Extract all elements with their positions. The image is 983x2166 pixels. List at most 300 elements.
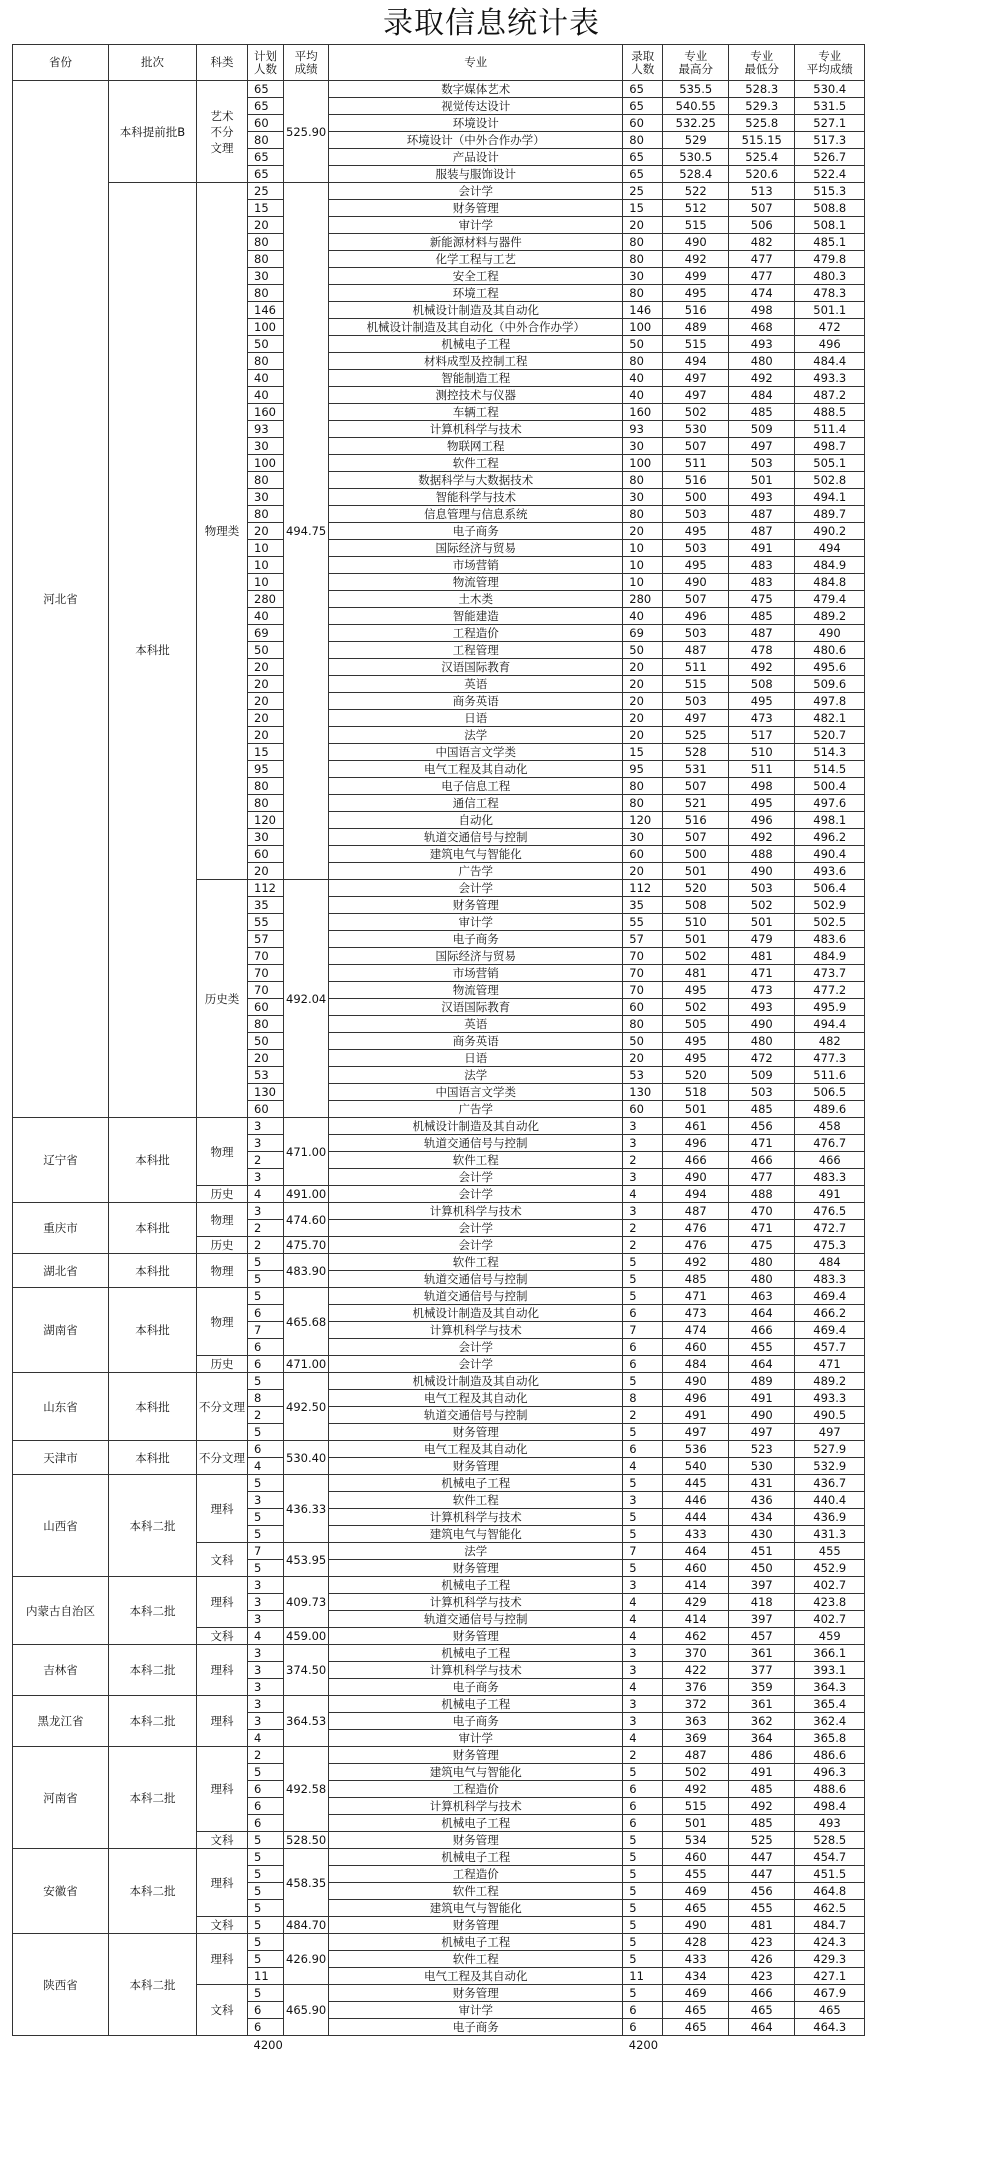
major-max-cell: 495 [663, 1050, 729, 1067]
major-cell: 轨道交通信号与控制 [329, 1271, 623, 1288]
major-min-cell: 483 [729, 574, 795, 591]
category-cell: 文科 [197, 1628, 248, 1645]
major-avg-cell: 508.8 [795, 200, 865, 217]
enrolled-count-cell: 40 [623, 370, 663, 387]
major-min-cell: 497 [729, 438, 795, 455]
major-cell: 中国语言文学类 [329, 1084, 623, 1101]
plan-count-cell: 5 [248, 1560, 284, 1577]
category-cell: 理科 [197, 1696, 248, 1747]
enrolled-count-cell: 2 [623, 1747, 663, 1764]
major-avg-cell: 515.3 [795, 183, 865, 200]
major-avg-cell: 484 [795, 1254, 865, 1271]
enrolled-count-cell: 80 [623, 778, 663, 795]
table-row [13, 1475, 865, 1492]
enrolled-count-cell: 4 [623, 1594, 663, 1611]
major-cell: 轨道交通信号与控制 [329, 1135, 623, 1152]
major-avg-cell: 511.4 [795, 421, 865, 438]
header-average-score: 平均 成绩 [284, 45, 329, 81]
batch-cell: 本科二批 [109, 1645, 197, 1696]
major-avg-cell: 365.4 [795, 1696, 865, 1713]
major-min-cell: 480 [729, 353, 795, 370]
major-avg-cell: 469.4 [795, 1322, 865, 1339]
enrolled-count-cell: 20 [623, 523, 663, 540]
table-title: 录取信息统计表 [383, 6, 600, 41]
average-score-cell: 492.50 [284, 1373, 329, 1441]
major-cell: 审计学 [329, 2002, 623, 2019]
plan-count-cell: 3 [248, 1594, 284, 1611]
plan-count-cell: 80 [248, 472, 284, 489]
category-cell: 理科 [197, 1475, 248, 1543]
major-max-cell: 497 [663, 710, 729, 727]
plan-count-cell: 6 [248, 1339, 284, 1356]
major-cell: 电子商务 [329, 2019, 623, 2036]
category-cell: 物理 [197, 1288, 248, 1356]
plan-count-cell: 5 [248, 1849, 284, 1866]
major-avg-cell: 486.6 [795, 1747, 865, 1764]
major-max-cell: 518 [663, 1084, 729, 1101]
plan-count-cell: 5 [248, 1271, 284, 1288]
plan-count-cell: 53 [248, 1067, 284, 1084]
major-min-cell: 431 [729, 1475, 795, 1492]
major-avg-cell: 496 [795, 336, 865, 353]
average-score-cell: 459.00 [284, 1628, 329, 1645]
major-max-cell: 471 [663, 1288, 729, 1305]
major-max-cell: 501 [663, 931, 729, 948]
major-max-cell: 429 [663, 1594, 729, 1611]
major-avg-cell: 489.2 [795, 608, 865, 625]
plan-count-cell: 146 [248, 302, 284, 319]
enrolled-count-cell: 20 [623, 1050, 663, 1067]
major-min-cell: 485 [729, 404, 795, 421]
major-max-cell: 466 [663, 1152, 729, 1169]
plan-count-cell: 20 [248, 676, 284, 693]
plan-count-cell: 80 [248, 353, 284, 370]
major-avg-cell: 491 [795, 1186, 865, 1203]
average-score-cell: 465.68 [284, 1288, 329, 1356]
major-max-cell: 369 [663, 1730, 729, 1747]
major-min-cell: 498 [729, 778, 795, 795]
header-province: 省份 [13, 45, 109, 81]
major-cell: 机械电子工程 [329, 336, 623, 353]
enrolled-count-cell: 6 [623, 1815, 663, 1832]
plan-count-cell: 280 [248, 591, 284, 608]
major-avg-cell: 498.7 [795, 438, 865, 455]
plan-count-cell: 7 [248, 1322, 284, 1339]
major-cell: 建筑电气与智能化 [329, 846, 623, 863]
major-cell: 计算机科学与技术 [329, 1594, 623, 1611]
enrolled-count-cell: 20 [623, 693, 663, 710]
major-avg-cell: 502.8 [795, 472, 865, 489]
major-min-cell: 447 [729, 1849, 795, 1866]
major-avg-cell: 490 [795, 625, 865, 642]
table-body [13, 81, 865, 2036]
enrolled-count-cell: 3 [623, 1135, 663, 1152]
major-cell: 财务管理 [329, 897, 623, 914]
category-cell: 不分文理 [197, 1373, 248, 1441]
major-cell: 工程造价 [329, 625, 623, 642]
average-score-cell: 453.95 [284, 1543, 329, 1577]
enrolled-count-cell: 50 [623, 642, 663, 659]
plan-count-cell: 10 [248, 557, 284, 574]
enrolled-count-cell: 80 [623, 506, 663, 523]
major-min-cell: 528.3 [729, 81, 795, 98]
plan-count-cell: 20 [248, 659, 284, 676]
plan-count-cell: 50 [248, 1033, 284, 1050]
plan-count-cell: 40 [248, 387, 284, 404]
major-min-cell: 377 [729, 1662, 795, 1679]
plan-count-cell: 3 [248, 1135, 284, 1152]
major-avg-cell: 423.8 [795, 1594, 865, 1611]
average-score-cell: 364.53 [284, 1696, 329, 1747]
plan-count-cell: 3 [248, 1713, 284, 1730]
major-cell: 软件工程 [329, 1152, 623, 1169]
major-avg-cell: 440.4 [795, 1492, 865, 1509]
major-min-cell: 456 [729, 1883, 795, 1900]
plan-count-cell: 65 [248, 81, 284, 98]
plan-count-cell: 65 [248, 166, 284, 183]
plan-count-cell: 70 [248, 965, 284, 982]
major-cell: 环境设计（中外合作办学） [329, 132, 623, 149]
enrolled-count-cell: 4 [623, 1679, 663, 1696]
major-max-cell: 414 [663, 1577, 729, 1594]
enrolled-count-cell: 2 [623, 1237, 663, 1254]
major-avg-cell: 402.7 [795, 1577, 865, 1594]
category-cell: 历史 [197, 1356, 248, 1373]
major-avg-cell: 455 [795, 1543, 865, 1560]
major-cell: 服装与服饰设计 [329, 166, 623, 183]
average-score-cell: 409.73 [284, 1577, 329, 1628]
major-cell: 自动化 [329, 812, 623, 829]
major-avg-cell: 476.7 [795, 1135, 865, 1152]
major-cell: 电子商务 [329, 523, 623, 540]
major-min-cell: 466 [729, 1152, 795, 1169]
average-score-cell: 491.00 [284, 1186, 329, 1203]
major-cell: 信息管理与信息系统 [329, 506, 623, 523]
major-min-cell: 423 [729, 1934, 795, 1951]
category-cell: 理科 [197, 1747, 248, 1832]
enrolled-count-cell: 40 [623, 608, 663, 625]
enrolled-count-cell: 5 [623, 1254, 663, 1271]
plan-count-cell: 30 [248, 268, 284, 285]
major-min-cell: 491 [729, 1390, 795, 1407]
major-cell: 会计学 [329, 1356, 623, 1373]
major-avg-cell: 498.4 [795, 1798, 865, 1815]
major-avg-cell: 464.3 [795, 2019, 865, 2036]
plan-count-cell: 69 [248, 625, 284, 642]
table-row [13, 1254, 865, 1271]
major-avg-cell: 489.2 [795, 1373, 865, 1390]
major-cell: 计算机科学与技术 [329, 1203, 623, 1220]
major-avg-cell: 484.9 [795, 948, 865, 965]
table-header [13, 45, 865, 81]
batch-cell: 本科批 [109, 1118, 197, 1203]
plan-count-cell: 6 [248, 2002, 284, 2019]
enrolled-count-cell: 10 [623, 557, 663, 574]
major-avg-cell: 506.5 [795, 1084, 865, 1101]
major-max-cell: 528 [663, 744, 729, 761]
major-avg-cell: 495.6 [795, 659, 865, 676]
major-avg-cell: 496.2 [795, 829, 865, 846]
category-cell: 物理 [197, 1118, 248, 1186]
major-avg-cell: 488.6 [795, 1781, 865, 1798]
major-cell: 电气工程及其自动化 [329, 1390, 623, 1407]
plan-count-cell: 20 [248, 710, 284, 727]
enrolled-count-cell: 15 [623, 744, 663, 761]
major-cell: 材料成型及控制工程 [329, 353, 623, 370]
major-min-cell: 472 [729, 1050, 795, 1067]
major-min-cell: 488 [729, 846, 795, 863]
plan-count-cell: 30 [248, 438, 284, 455]
major-max-cell: 495 [663, 523, 729, 540]
major-min-cell: 491 [729, 540, 795, 557]
major-avg-cell: 457.7 [795, 1339, 865, 1356]
enrolled-count-cell: 5 [623, 1764, 663, 1781]
major-avg-cell: 477.3 [795, 1050, 865, 1067]
major-max-cell: 532.25 [663, 115, 729, 132]
plan-count-cell: 6 [248, 1356, 284, 1373]
major-max-cell: 497 [663, 387, 729, 404]
plan-count-cell: 4 [248, 1186, 284, 1203]
enrolled-count-cell: 80 [623, 472, 663, 489]
major-avg-cell: 498.1 [795, 812, 865, 829]
plan-count-cell: 80 [248, 506, 284, 523]
plan-count-cell: 70 [248, 982, 284, 999]
plan-count-cell: 20 [248, 727, 284, 744]
major-max-cell: 460 [663, 1849, 729, 1866]
enrolled-count-cell: 80 [623, 285, 663, 302]
plan-count-cell: 100 [248, 455, 284, 472]
enrolled-count-cell: 130 [623, 1084, 663, 1101]
major-avg-cell: 484.7 [795, 1917, 865, 1934]
plan-count-cell: 15 [248, 200, 284, 217]
major-cell: 财务管理 [329, 1458, 623, 1475]
major-avg-cell: 493.3 [795, 1390, 865, 1407]
major-min-cell: 502 [729, 897, 795, 914]
header-major-avg: 专业 平均成绩 [795, 45, 865, 81]
major-max-cell: 497 [663, 370, 729, 387]
major-cell: 市场营销 [329, 557, 623, 574]
batch-cell: 本科二批 [109, 1849, 197, 1934]
major-min-cell: 463 [729, 1288, 795, 1305]
header-major: 专业 [329, 45, 623, 81]
major-max-cell: 495 [663, 1033, 729, 1050]
enrolled-count-cell: 60 [623, 999, 663, 1016]
major-min-cell: 487 [729, 625, 795, 642]
major-cell: 会计学 [329, 1339, 623, 1356]
major-avg-cell: 436.7 [795, 1475, 865, 1492]
enrolled-count-cell: 60 [623, 846, 663, 863]
major-cell: 软件工程 [329, 1254, 623, 1271]
major-min-cell: 477 [729, 1169, 795, 1186]
major-max-cell: 530 [663, 421, 729, 438]
enrolled-count-cell: 10 [623, 540, 663, 557]
plan-count-cell: 5 [248, 1866, 284, 1883]
major-avg-cell: 466 [795, 1152, 865, 1169]
major-min-cell: 479 [729, 931, 795, 948]
major-max-cell: 500 [663, 489, 729, 506]
enrolled-count-cell: 70 [623, 982, 663, 999]
major-cell: 中国语言文学类 [329, 744, 623, 761]
average-score-cell: 458.35 [284, 1849, 329, 1917]
major-cell: 新能源材料与器件 [329, 234, 623, 251]
major-min-cell: 525.8 [729, 115, 795, 132]
major-cell: 工程管理 [329, 642, 623, 659]
plan-count-cell: 10 [248, 540, 284, 557]
major-avg-cell: 464.8 [795, 1883, 865, 1900]
major-max-cell: 497 [663, 1424, 729, 1441]
major-cell: 机械设计制造及其自动化 [329, 1373, 623, 1390]
admission-table [12, 44, 865, 2054]
plan-count-cell: 5 [248, 1985, 284, 2002]
plan-count-cell: 3 [248, 1611, 284, 1628]
major-min-cell: 480 [729, 1254, 795, 1271]
major-max-cell: 485 [663, 1271, 729, 1288]
major-avg-cell: 459 [795, 1628, 865, 1645]
major-max-cell: 491 [663, 1407, 729, 1424]
major-avg-cell: 436.9 [795, 1509, 865, 1526]
major-min-cell: 475 [729, 591, 795, 608]
average-score-cell: 374.50 [284, 1645, 329, 1696]
enrolled-count-cell: 5 [623, 1509, 663, 1526]
major-max-cell: 428 [663, 1934, 729, 1951]
major-cell: 日语 [329, 710, 623, 727]
enrolled-count-cell: 5 [623, 1832, 663, 1849]
major-cell: 计算机科学与技术 [329, 421, 623, 438]
major-cell: 产品设计 [329, 149, 623, 166]
table-row [13, 1934, 865, 1951]
major-max-cell: 461 [663, 1118, 729, 1135]
major-min-cell: 450 [729, 1560, 795, 1577]
major-avg-cell: 484.8 [795, 574, 865, 591]
category-cell: 理科 [197, 1645, 248, 1696]
major-avg-cell: 402.7 [795, 1611, 865, 1628]
average-score-cell: 474.60 [284, 1203, 329, 1237]
major-max-cell: 487 [663, 1203, 729, 1220]
major-max-cell: 520 [663, 1067, 729, 1084]
plan-count-cell: 6 [248, 1781, 284, 1798]
enrolled-count-cell: 3 [623, 1662, 663, 1679]
major-max-cell: 503 [663, 693, 729, 710]
enrolled-count-cell: 80 [623, 353, 663, 370]
average-score-cell: 471.00 [284, 1356, 329, 1373]
average-score-cell: 471.00 [284, 1118, 329, 1186]
plan-count-cell: 10 [248, 574, 284, 591]
enrolled-count-cell: 20 [623, 710, 663, 727]
major-max-cell: 445 [663, 1475, 729, 1492]
enrolled-count-cell: 53 [623, 1067, 663, 1084]
major-avg-cell: 490.4 [795, 846, 865, 863]
major-avg-cell: 520.7 [795, 727, 865, 744]
major-cell: 视觉传达设计 [329, 98, 623, 115]
batch-cell: 本科二批 [109, 1577, 197, 1645]
plan-count-cell: 5 [248, 1951, 284, 1968]
header-plan-count: 计划 人数 [248, 45, 284, 81]
major-max-cell: 496 [663, 1135, 729, 1152]
province-cell: 陕西省 [13, 1934, 109, 2036]
major-cell: 审计学 [329, 1730, 623, 1747]
major-avg-cell: 427.1 [795, 1968, 865, 1985]
major-min-cell: 485 [729, 608, 795, 625]
enrolled-count-cell: 80 [623, 1016, 663, 1033]
major-avg-cell: 476.5 [795, 1203, 865, 1220]
major-avg-cell: 475.3 [795, 1237, 865, 1254]
major-max-cell: 495 [663, 557, 729, 574]
major-avg-cell: 477.2 [795, 982, 865, 999]
plan-count-cell: 5 [248, 1934, 284, 1951]
plan-count-cell: 80 [248, 1016, 284, 1033]
major-min-cell: 447 [729, 1866, 795, 1883]
category-cell: 物理 [197, 1203, 248, 1237]
major-max-cell: 363 [663, 1713, 729, 1730]
major-min-cell: 426 [729, 1951, 795, 1968]
major-min-cell: 362 [729, 1713, 795, 1730]
plan-count-cell: 3 [248, 1696, 284, 1713]
major-max-cell: 512 [663, 200, 729, 217]
major-avg-cell: 508.1 [795, 217, 865, 234]
major-min-cell: 488 [729, 1186, 795, 1203]
major-max-cell: 531 [663, 761, 729, 778]
enrolled-count-cell: 80 [623, 251, 663, 268]
enrolled-count-cell: 65 [623, 81, 663, 98]
table-row [13, 1203, 865, 1220]
major-cell: 轨道交通信号与控制 [329, 829, 623, 846]
major-max-cell: 496 [663, 1390, 729, 1407]
category-cell: 文科 [197, 1917, 248, 1934]
major-avg-cell: 490.5 [795, 1407, 865, 1424]
major-min-cell: 464 [729, 2019, 795, 2036]
major-max-cell: 476 [663, 1237, 729, 1254]
major-avg-cell: 429.3 [795, 1951, 865, 1968]
province-cell: 山西省 [13, 1475, 109, 1577]
major-max-cell: 465 [663, 2002, 729, 2019]
major-max-cell: 494 [663, 353, 729, 370]
province-cell: 吉林省 [13, 1645, 109, 1696]
major-cell: 电气工程及其自动化 [329, 1441, 623, 1458]
category-cell: 物理 [197, 1254, 248, 1288]
major-max-cell: 487 [663, 642, 729, 659]
major-cell: 电子商务 [329, 1679, 623, 1696]
major-min-cell: 397 [729, 1611, 795, 1628]
plan-count-cell: 50 [248, 642, 284, 659]
major-cell: 机械电子工程 [329, 1645, 623, 1662]
major-avg-cell: 482 [795, 1033, 865, 1050]
major-min-cell: 478 [729, 642, 795, 659]
major-cell: 软件工程 [329, 1883, 623, 1900]
plan-count-cell: 6 [248, 1441, 284, 1458]
enrolled-count-cell: 4 [623, 1611, 663, 1628]
major-max-cell: 492 [663, 1781, 729, 1798]
major-min-cell: 430 [729, 1526, 795, 1543]
major-avg-cell: 480.3 [795, 268, 865, 285]
enrolled-count-cell: 5 [623, 1849, 663, 1866]
plan-count-cell: 60 [248, 115, 284, 132]
major-max-cell: 492 [663, 1254, 729, 1271]
major-avg-cell: 493.6 [795, 863, 865, 880]
major-max-cell: 500 [663, 846, 729, 863]
major-cell: 会计学 [329, 183, 623, 200]
plan-count-cell: 30 [248, 829, 284, 846]
major-cell: 机械设计制造及其自动化（中外合作办学） [329, 319, 623, 336]
plan-count-cell: 20 [248, 1050, 284, 1067]
plan-count-cell: 6 [248, 1305, 284, 1322]
major-max-cell: 474 [663, 1322, 729, 1339]
major-min-cell: 485 [729, 1781, 795, 1798]
major-avg-cell: 526.7 [795, 149, 865, 166]
enrolled-count-cell: 60 [623, 1101, 663, 1118]
major-cell: 机械设计制造及其自动化 [329, 302, 623, 319]
major-avg-cell: 452.9 [795, 1560, 865, 1577]
major-min-cell: 464 [729, 1305, 795, 1322]
